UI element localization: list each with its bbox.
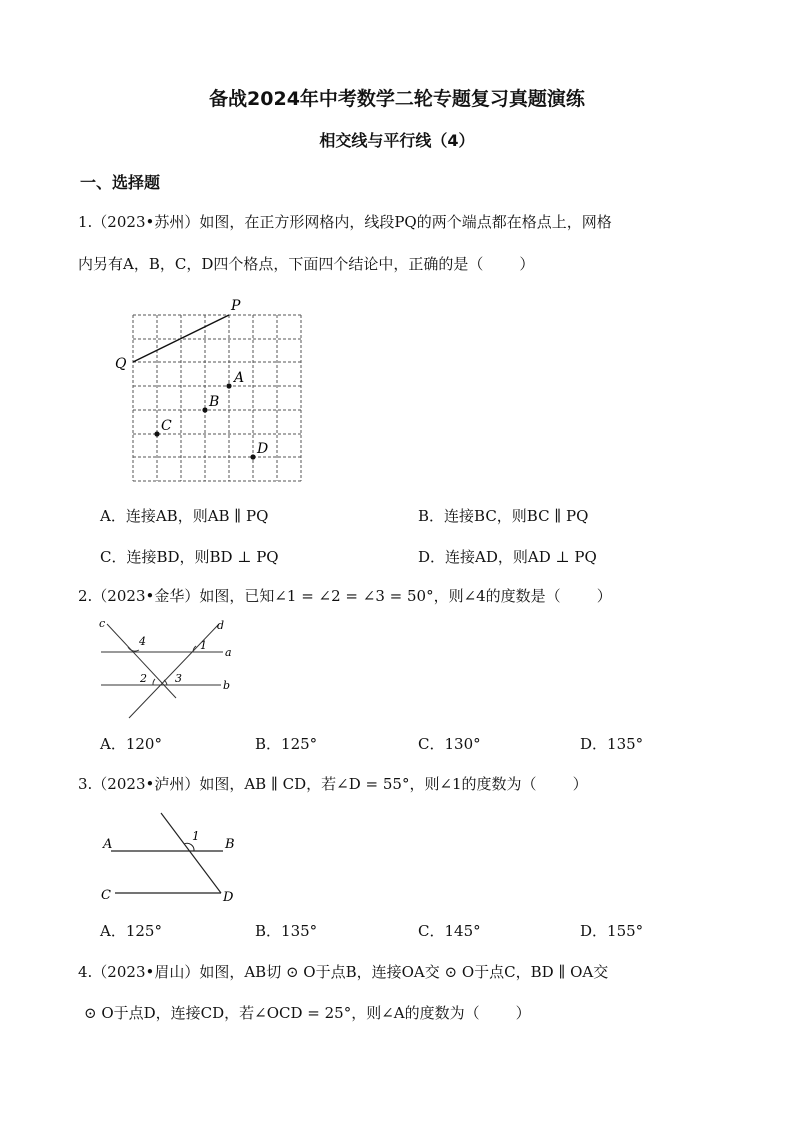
label-d: D — [257, 441, 269, 457]
q3-option-b[interactable]: B．135° — [255, 922, 318, 940]
q2-option-c[interactable]: C．130° — [418, 735, 481, 753]
label-angle-2: 2 — [140, 672, 147, 685]
label-angle-3: 3 — [175, 672, 182, 685]
transversal — [161, 813, 221, 893]
q2-lines-figure — [95, 616, 245, 722]
q1-option-a[interactable]: A．连接AB，则AB ∥ PQ — [100, 507, 269, 525]
q3-option-d[interactable]: D．155° — [580, 922, 644, 940]
point-a — [226, 383, 231, 388]
q3-option-a[interactable]: A．125° — [100, 922, 162, 940]
q1-option-b[interactable]: B．连接BC，则BC ∥ PQ — [418, 507, 589, 525]
q1-text-line1: 1.（2023•苏州）如图，在正方形网格内，线段PQ的两个端点都在格点上，网格 — [78, 213, 612, 231]
label-b: B — [225, 837, 235, 852]
q1-grid-figure — [110, 295, 310, 490]
label-p: P — [231, 298, 241, 314]
label-angle-1: 1 — [200, 639, 207, 652]
q3-option-c[interactable]: C．145° — [418, 922, 481, 940]
angle-2-arc — [153, 679, 155, 685]
point-b — [202, 407, 207, 412]
section-heading: 一、选择题 — [80, 173, 161, 192]
point-c — [154, 431, 159, 436]
q2-option-b[interactable]: B．125° — [255, 735, 318, 753]
q1-text-line2: 内另有A，B，C，D四个格点，下面四个结论中，正确的是（ ） — [78, 255, 535, 273]
label-c: C — [161, 418, 172, 434]
q2-option-a[interactable]: A．120° — [100, 735, 162, 753]
q1-option-d[interactable]: D．连接AD，则AD ⊥ PQ — [418, 548, 597, 566]
label-d: D — [223, 890, 234, 905]
q4-text-line2: ⊙ O于点D，连接CD，若∠OCD = 25°，则∠A的度数为（ ） — [84, 1004, 531, 1022]
label-angle-4: 4 — [139, 635, 146, 648]
q3-lines-figure — [95, 810, 245, 910]
page-title: 备战2024年中考数学二轮专题复习真题演练 — [209, 88, 585, 110]
q4-text-line1: 4.（2023•眉山）如图，AB切 ⊙ O于点B，连接OA交 ⊙ O于点C，BD ∥ OA交 — [78, 963, 609, 981]
label-q: Q — [115, 356, 127, 372]
label-line-d: d — [217, 619, 225, 632]
label-a: A — [103, 837, 113, 852]
q2-option-d[interactable]: D．135° — [580, 735, 644, 753]
q2-text: 2.（2023•金华）如图，已知∠1 = ∠2 = ∠3 = 50°，则∠4的度数是（ ） — [78, 587, 612, 605]
angle-3-arc — [164, 680, 167, 685]
label-angle-1: 1 — [192, 829, 200, 843]
page-subtitle: 相交线与平行线（4） — [319, 131, 475, 150]
label-c: C — [101, 888, 111, 903]
point-d — [250, 454, 255, 459]
label-b: B — [209, 394, 220, 410]
label-line-b: b — [223, 679, 231, 692]
label-line-a: a — [225, 646, 232, 659]
label-line-c: c — [99, 617, 106, 630]
q3-text: 3.（2023•泸州）如图，AB ∥ CD，若∠D = 55°，则∠1的度数为（ ） — [78, 775, 588, 793]
q1-option-c[interactable]: C．连接BD，则BD ⊥ PQ — [100, 548, 279, 566]
label-a: A — [234, 370, 245, 386]
